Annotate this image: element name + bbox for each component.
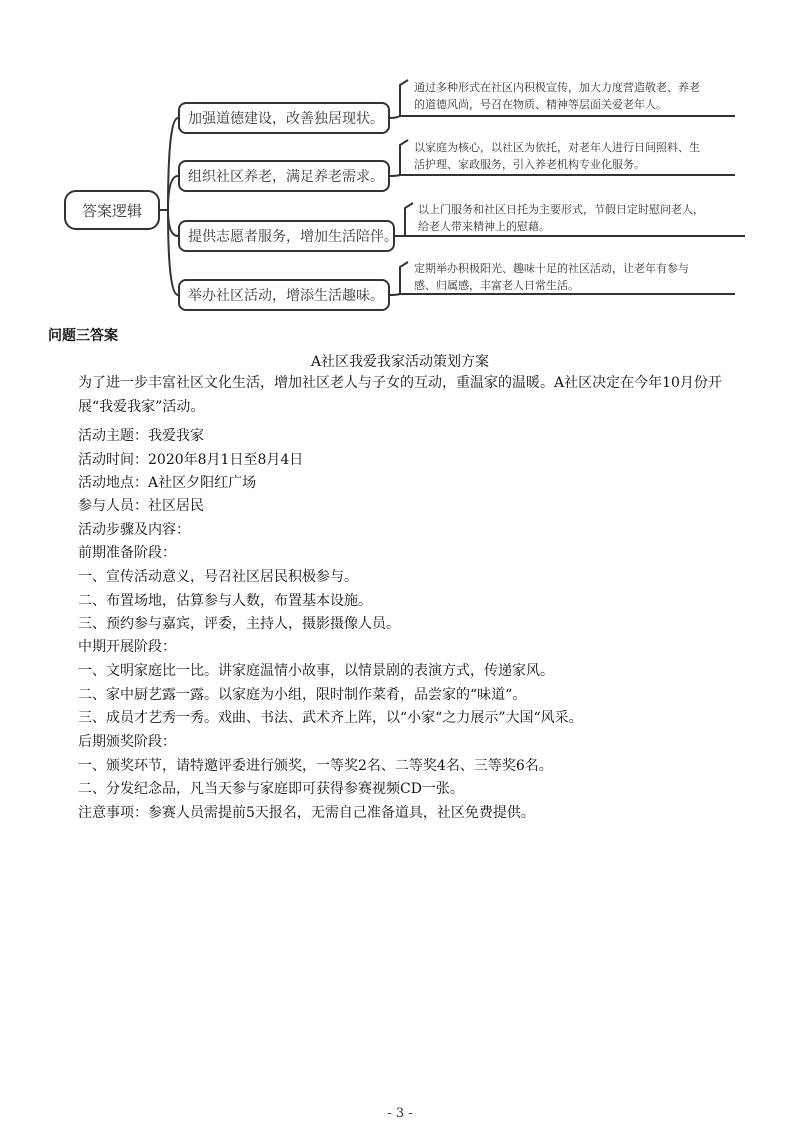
branch-note-1 bbox=[414, 79, 700, 113]
branch-note-3-line2: 给老人带来精神上的慰藉。 bbox=[418, 220, 550, 233]
phase-execution-heading: 中期开展阶段： bbox=[78, 639, 176, 655]
exec-step-1: 一、文明家庭比一比。讲家庭温情小故事，以情景剧的表演方式，传递家风。 bbox=[78, 663, 554, 679]
prep-step-2: 二、布置场地，估算参与人数，布置基本设施。 bbox=[78, 593, 372, 609]
branch-note-4-line1: 定期举办积极阳光、趣味十足的社区活动，让老年有参与 bbox=[414, 262, 689, 275]
branch-node-2: 组织社区养老，满足养老需求。 bbox=[178, 160, 390, 192]
participants: 参与人员：社区居民 bbox=[78, 498, 204, 514]
branch-note-1-line2: 的道德风尚，号召在物质、精神等层面关爱老年人。 bbox=[414, 98, 667, 111]
activity-time: 活动时间：2020年8月1日至8月4日 bbox=[78, 452, 304, 468]
diagram-root-node: 答案逻辑 bbox=[64, 190, 160, 230]
branch-note-2 bbox=[414, 139, 700, 173]
branch-node-4: 举办社区活动，增添生活趣味。 bbox=[178, 279, 390, 311]
plan-title: A社区我爱我家活动策划方案 bbox=[310, 354, 490, 370]
branch-note-4 bbox=[414, 260, 689, 294]
activity-steps-heading: 活动步骤及内容： bbox=[78, 522, 190, 538]
prep-step-3: 三、预约参与嘉宾，评委，主持人，摄影摄像人员。 bbox=[78, 616, 400, 632]
branch-note-2-line2: 活护理、家政服务，引入养老机构专业化服务。 bbox=[414, 158, 645, 171]
page-number: - 3 - bbox=[387, 1106, 413, 1121]
branch-note-4-line2: 感、归属感，丰富老人日常生活。 bbox=[414, 279, 579, 292]
answer-logic-diagram bbox=[0, 0, 800, 320]
phase-preparation-heading: 前期准备阶段： bbox=[78, 545, 176, 561]
branch-node-3: 提供志愿者服务，增加生活陪伴。 bbox=[178, 220, 395, 252]
award-step-2: 二、分发纪念品，凡当天参与家庭即可获得参赛视频CD一张。 bbox=[78, 781, 464, 797]
activity-location: 活动地点：A社区夕阳红广场 bbox=[78, 475, 257, 491]
prep-step-1: 一、宣传活动意义，号召社区居民积极参与。 bbox=[78, 569, 358, 585]
award-step-1: 一、颁奖环节，请特邀评委进行颁奖，一等奖2名、二等奖4名、三等奖6名。 bbox=[78, 758, 553, 774]
exec-step-3: 三、成员才艺秀一秀。戏曲、书法、武术齐上阵，以“小家“之力展示”大国“风采。 bbox=[78, 710, 583, 726]
branch-note-2-line1: 以家庭为核心，以社区为依托，对老年人进行日间照料、生 bbox=[414, 141, 700, 154]
phase-award-heading: 后期颁奖阶段： bbox=[78, 734, 176, 750]
branch-note-3 bbox=[418, 201, 704, 235]
exec-step-2: 二、家中厨艺露一露。以家庭为小组，限时制作菜肴，品尝家的“味道“。 bbox=[78, 687, 527, 703]
branch-note-1-line1: 通过多种形式在社区内积极宣传，加大力度营造敬老、养老 bbox=[414, 81, 700, 94]
activity-theme: 活动主题：我爱我家 bbox=[78, 428, 204, 444]
intro-paragraph: 为了进一步丰富社区文化生活，增加社区老人与子女的互动，重温家的温暖。A社区决定在今年10月份开展“我爱我家”活动。 bbox=[78, 375, 722, 415]
section-title: 问题三答案 bbox=[48, 328, 118, 344]
branch-note-3-line1: 以上门服务和社区日托为主要形式，节假日定时慰问老人， bbox=[418, 203, 704, 216]
notes: 注意事项：参赛人员需提前5天报名，无需自己准备道具，社区免费提供。 bbox=[78, 805, 535, 821]
branch-node-1: 加强道德建设，改善独居现状。 bbox=[178, 102, 390, 134]
